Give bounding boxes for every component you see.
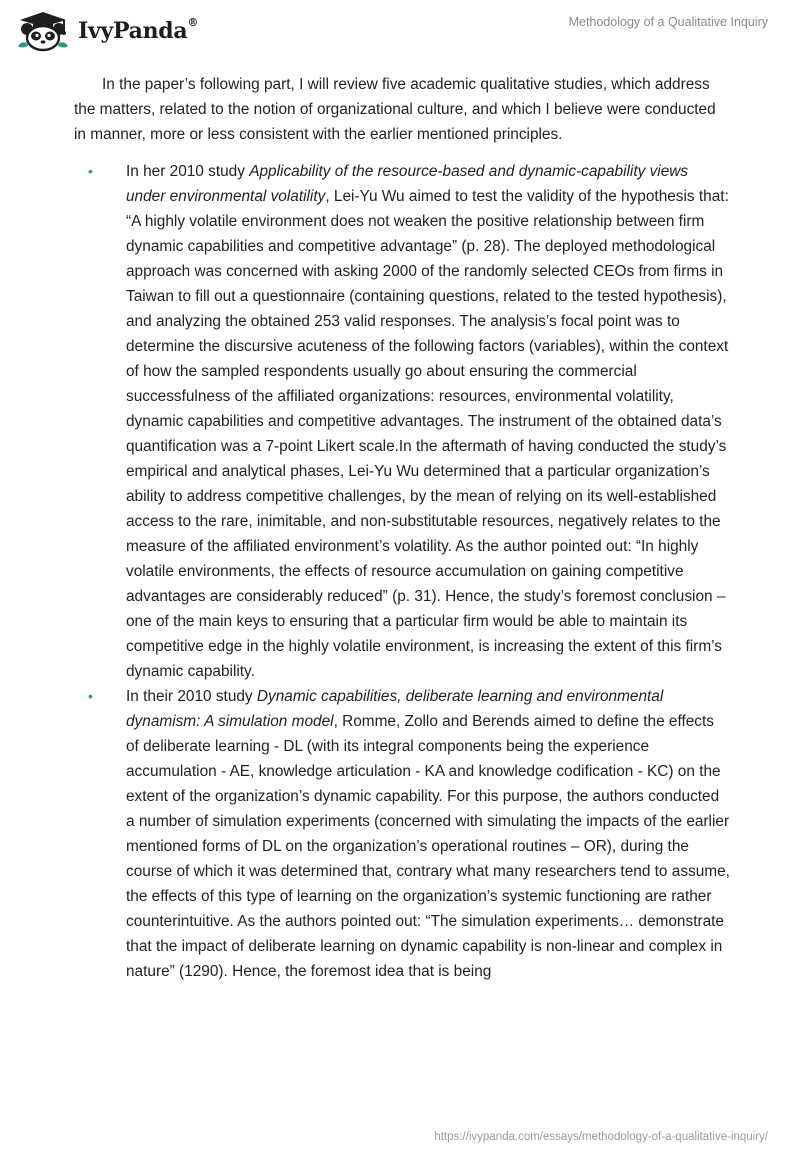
list-item-text: In her 2010 study Applicability of the resource-based and dynamic-capability views under environmental volatility, Lei-Yu Wu aimed to test the validity of the hypothesis that: “A highly volatile environment does not weaken the positive relationship between firm dynamic capabilities and competitive advantage” (p. 28). The deployed methodological approach was concerned with asking 2000 of the randomly selected CEOs from firms in Taiwan to fill out a questionnaire (containing questions, related to the tested hypothesis), and analyzing the obtained 253 valid responses. The analysis’s focal point was to determine the discursive acuteness of the following factors (variables), within the context of how the sampled respondents usually go about ensuring the commercial successfulness of the affiliated organizations: resources, environmental volatility, dynamic capabilities and competitive advantages. The instrument of the obtained data’s quantification was a 7-point Likert scale.In the aftermath of having conducted the study’s empirical and analytical phases, Lei-Yu Wu determined that a particular organization’s ability to address competitive challenges, by the mean of relying on its well-established access to the rare, inimitable, and non-substitutable resources, negatively relates to the measure of the affiliated environment’s volatility. As the author pointed out: “In highly volatile environments, the effects of resource accumulation on gaining competitive advantages are considerably reduced” (p. 31). Hence, the study’s foremost conclusion – one of the main keys to ensuring that a particular firm would be able to maintain its competitive edge in the highly volatile environment, is increasing the extent of this firm’s dynamic capability.: [126, 163, 729, 680]
list-item-text: In their 2010 study Dynamic capabilities, deliberate learning and environmental dynamism: A simulation model, Romme, Zollo and Berends aimed to define the effects of deliberate learning - DL (with its integral components being the experience accumulation - AE, knowledge articulation - KA and knowledge codification - KC) on the extent of the organization’s dynamic capability. For this purpose, the authors conducted a number of simulation experiments (concerned with simulating the impacts of the earlier mentioned forms of DL on the organization’s operational routines – OR), during the course of which it was determined that, contrary what many researchers tend to assume, the effects of this type of learning on the organization’s systemic functioning are rather counterintuitive. As the authors pointed out: “The simulation experiments… demonstrate that the impact of deliberate learning on dynamic capability is non-linear and complex in nature” (1290). Hence, the foremost idea that is being: [126, 688, 730, 980]
study-title: Dynamic capabilities, deliberate learning and environmental dynamism: A simulation model: [126, 688, 664, 730]
list-item: [74, 159, 730, 684]
document-title: Methodology of a Qualitative Inquiry: [568, 15, 768, 29]
source-url-link[interactable]: https://ivypanda.com/essays/methodology-of-a-qualitative-inquiry/: [434, 1131, 768, 1143]
trademark-symbol: ®: [187, 16, 199, 29]
page-header: [0, 0, 800, 60]
essay-body: [74, 72, 730, 984]
bullet-icon: •: [88, 688, 93, 704]
brand-name: IvyPanda®: [78, 16, 199, 44]
intro-paragraph: In the paper’s following part, I will review five academic qualitative studies, which address the matters, related to the notion of organizational culture, and which I believe were conducted in manner, more or less consistent with the earlier mentioned principles.: [74, 76, 716, 143]
study-review-list: [74, 159, 730, 984]
ivypanda-logo[interactable]: [14, 10, 198, 52]
panda-graduation-icon: [14, 10, 72, 52]
bullet-icon: •: [88, 163, 93, 179]
list-item: [74, 684, 730, 984]
study-title: Applicability of the resource-based and dynamic-capability views under environmental volatility: [126, 163, 689, 205]
